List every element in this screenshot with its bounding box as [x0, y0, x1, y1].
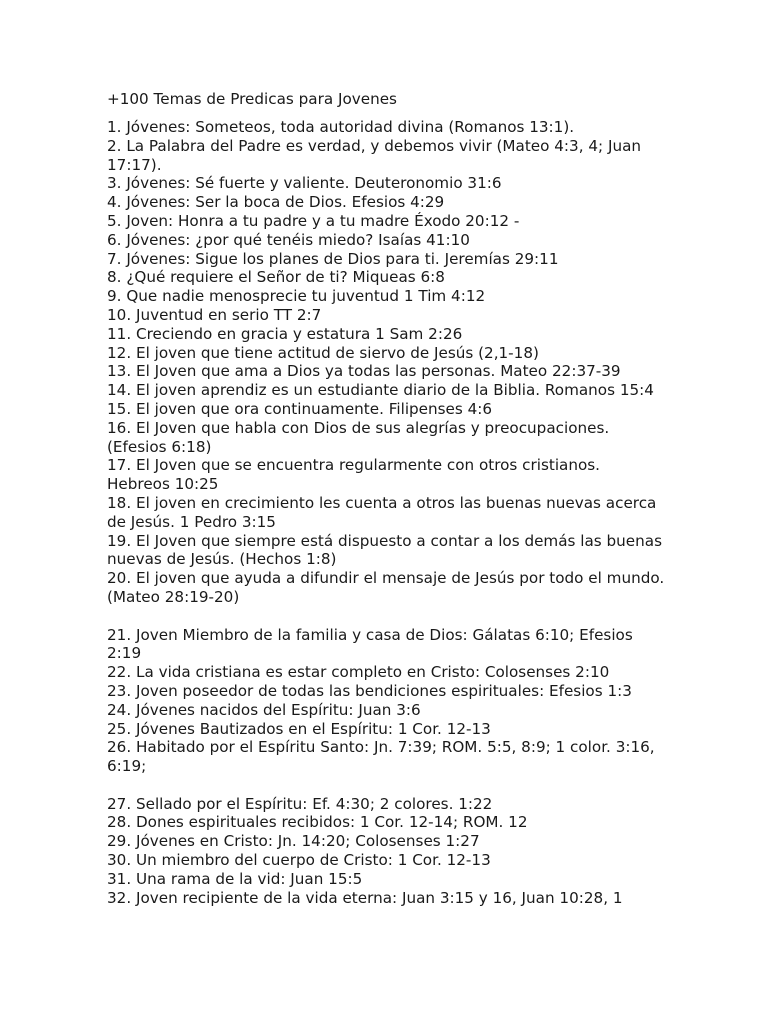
list-item: 23. Joven poseedor de todas las bendiciones espirituales: Efesios 1:3	[107, 681, 632, 700]
list-item: 3. Jóvenes: Sé fuerte y valiente. Deuteronomio 31:6	[107, 174, 502, 193]
list-item: 27. Sellado por el Espíritu: Ef. 4:30; 2 colores. 1:22	[107, 794, 493, 813]
list-item: 13. El Joven que ama a Dios ya todas las personas. Mateo 22:37-39	[107, 362, 621, 381]
section-spacer	[107, 776, 667, 795]
list-item: 10. Juventud en serio TT 2:7	[107, 305, 322, 324]
list-section-3	[107, 795, 667, 908]
list-item: 14. El joven aprendiz es un estudiante diario de la Biblia. Romanos 15:4	[107, 381, 654, 400]
section-spacer	[107, 607, 667, 626]
list-item: 24. Jóvenes nacidos del Espíritu: Juan 3:6	[107, 700, 421, 719]
document-title: +100 Temas de Predicas para Jovenes	[107, 90, 397, 108]
document-page	[107, 90, 667, 907]
list-item: 11. Creciendo en gracia y estatura 1 Sam 2:26	[107, 324, 463, 343]
list-item: 6. Jóvenes: ¿por qué tenéis miedo? Isaías 41:10	[107, 230, 470, 249]
list-item: 30. Un miembro del cuerpo de Cristo: 1 Cor. 12-13	[107, 851, 491, 870]
list-section-1	[107, 118, 667, 607]
list-item: 12. El joven que tiene actitud de siervo de Jesús (2,1-18)	[107, 343, 539, 362]
list-item: 18. El joven en crecimiento les cuenta a otros las buenas nuevas acerca de Jesús. 1 Pedro 3:15	[107, 493, 657, 531]
list-item: 25. Jóvenes Bautizados en el Espíritu: 1 Cor. 12-13	[107, 719, 491, 738]
list-item: 9. Que nadie menosprecie tu juventud 1 Tim 4:12	[107, 287, 486, 306]
list-item: 5. Joven: Honra a tu padre y a tu madre Éxodo 20:12 -	[107, 211, 520, 230]
list-item: 26. Habitado por el Espíritu Santo: Jn. 7:39; ROM. 5:5, 8:9; 1 color. 3:16, 6:19;	[107, 738, 655, 776]
list-item: 28. Dones espirituales recibidos: 1 Cor. 12-14; ROM. 12	[107, 813, 528, 832]
list-item: 32. Joven recipiente de la vida eterna: Juan 3:15 y 16, Juan 10:28, 1	[107, 888, 623, 907]
list-item: 21. Joven Miembro de la familia y casa de Dios: Gálatas 6:10; Efesios 2:19	[107, 625, 633, 663]
list-item: 31. Una rama de la vid: Juan 15:5	[107, 869, 363, 888]
list-item: 20. El joven que ayuda a difundir el mensaje de Jesús por todo el mundo. (Mateo 28:19-20)	[107, 569, 665, 606]
list-item: 7. Jóvenes: Sigue los planes de Dios para ti. Jeremías 29:11	[107, 249, 559, 268]
list-item: 1. Jóvenes: Someteos, toda autoridad divina (Romanos 13:1).	[107, 118, 575, 136]
list-item: 15. El joven que ora continuamente. Filipenses 4:6	[107, 399, 493, 418]
list-item: 2. La Palabra del Padre es verdad, y debemos vivir (Mateo 4:3, 4; Juan 17:17).	[107, 136, 642, 174]
list-section-2	[107, 626, 667, 776]
list-item: 4. Jóvenes: Ser la boca de Dios. Efesios 4:29	[107, 193, 445, 212]
list-item: 29. Jóvenes en Cristo: Jn. 14:20; Colosenses 1:27	[107, 832, 480, 851]
list-item: 19. El Joven que siempre está dispuesto a contar a los demás las buenas nuevas de Jesús. (Hechos 1:8)	[107, 531, 662, 569]
list-item: 17. El Joven que se encuentra regularmente con otros cristianos. Hebreos 10:25	[107, 456, 601, 494]
list-item: 16. El Joven que habla con Dios de sus alegrías y preocupaciones. (Efesios 6:18)	[107, 418, 610, 456]
list-item: 8. ¿Qué requiere el Señor de ti? Miqueas 6:8	[107, 268, 445, 287]
list-item: 22. La vida cristiana es estar completo en Cristo: Colosenses 2:10	[107, 663, 610, 682]
